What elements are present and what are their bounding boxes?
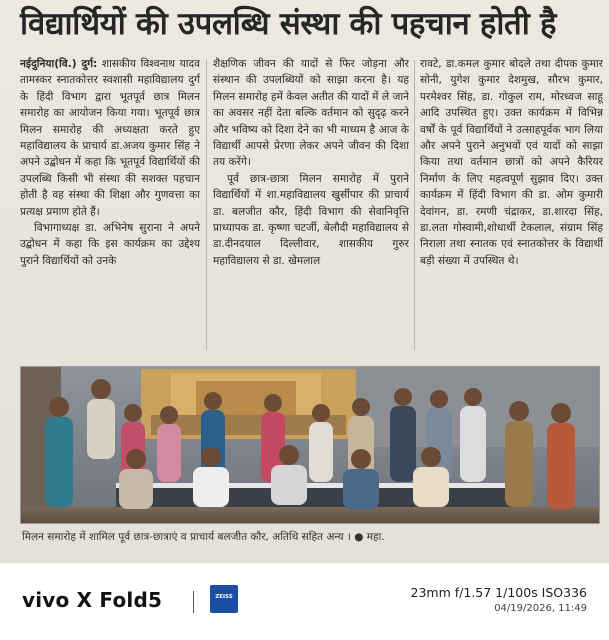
article-text: शासकीय विश्वनाथ यादव तामस्कर स्नातकोत्तर स्वशासी महाविद्यालय दुर्ग के हिंदी विभाग द्वारा भूतपूर्व छात्र मिलन समारोह का आयोजन किया गया। भूतपूर्व छात्र मिलन समारोह की अध्यक्षता करते हुए महाविद्यालय के प्राचार्य डा.अजय कुमार सिंह ने अपने उद्बोधन में कहा कि भूतपूर्व विद्यार्थियों की उपलब्धि किसी भी संस्था की सशक्त पहचान होती है वह संस्था की शिक्षा और गुणवत्ता का प्रत्यक्ष प्रमाण होते हैं। — [20, 58, 200, 218]
zeiss-logo-icon — [210, 585, 238, 613]
column-divider — [206, 60, 207, 350]
zeiss-logo-text: ZEISS — [215, 594, 233, 600]
device-brand: vivo X Fold5 — [22, 588, 163, 612]
photo-caption: मिलन समारोह में शामिल पूर्व छात्र-छात्राएं व प्राचार्य बलजीत कौर, अतिथि सहित अन्य । ● महा. — [22, 531, 385, 543]
article-dateline: नईदुनिया(वि.) दुर्ग: — [20, 58, 98, 70]
column-divider — [414, 60, 415, 350]
camera-watermark-bar — [0, 563, 609, 640]
article-paragraph: रावटे, डा.कमल कुमार बोदले तथा दीपक कुमार सोनी, युगेश कुमार देशमुख, सौरभ कुमार, परमेश्वर सिंह, डा. गोकुल राम, मोरध्वज साहू आदि उपस्थित हुए। उक्त कार्यक्रम में विभिन्न वर्षों के पूर्व विद्यार्थियों ने उत्साहपूर्वक भाग लिया और अपने पुराने अनुभवों एवं यादों को साझा किया तथा वर्तमान छात्रों को अपने कैरियर निर्माण के लिए महत्वपूर्ण सुझाव दिए। उक्त कार्यक्रम में हिंदी विभाग की डा. ओम कुमारी देवांगन, डा. रमणी चंद्राकर, डा.शारदा सिंह, डा.लता गोस्वामी,शोधार्थी टेकलाल, संग्राम सिंह निराला तथा स्नातक एवं स्नातकोत्तर के विद्यार्थी बड़ी संख्या में उपस्थित थे। — [420, 58, 603, 267]
article-column-2 — [213, 56, 409, 352]
article-paragraph: शैक्षणिक जीवन की यादों से फिर जोड़ना और संस्थान की उपलब्धियों को साझा करना है। यह मिलन समारोह हमें केवल अतीत की यादों में ले जाने का अवसर नहीं देता बल्कि वर्तमान को सुदृढ़ करने और भविष्य को दिशा देने का भी माध्यम है आज के विद्यार्थी आपसे प्रेरणा लेकर अपने जीवन की दिशा तय करेंगे। — [213, 58, 409, 169]
article-paragraph: विभागाध्यक्ष डा. अभिनेष सुराना ने अपने उद्बोधन में कहा कि इस कार्यक्रम का उद्देश्य पुराने विद्यार्थियों को उनके — [20, 222, 200, 267]
article-body — [0, 56, 609, 356]
article-headline: विद्यार्थियों की उपलब्धि संस्था की पहचान होती है — [20, 6, 557, 42]
camera-exif: 23mm f/1.57 1/100s ISO336 — [410, 585, 587, 600]
article-paragraph — [20, 56, 200, 220]
article-paragraph: पूर्व छात्र-छात्रा मिलन समारोह में पुराने विद्यार्थियों में शा.महाविद्यालय खुर्सीपार की प्राचार्य डा. बलजीत कौर, हिंदी विभाग की सेवानिवृत्ति प्राध्यापक डा. कृष्णा चटर्जी, बेलौदी महाविद्यालय से डा.दीनदयाल दिल्लीवार, शासकीय गुरुर महाविद्यालय से डा. खेमलाल — [213, 172, 409, 267]
article-column-3 — [420, 56, 603, 352]
photo-timestamp: 04/19/2026, 11:49 — [494, 603, 587, 614]
article-column-1 — [20, 56, 200, 352]
group-photo — [20, 366, 600, 524]
watermark-divider — [193, 591, 194, 613]
